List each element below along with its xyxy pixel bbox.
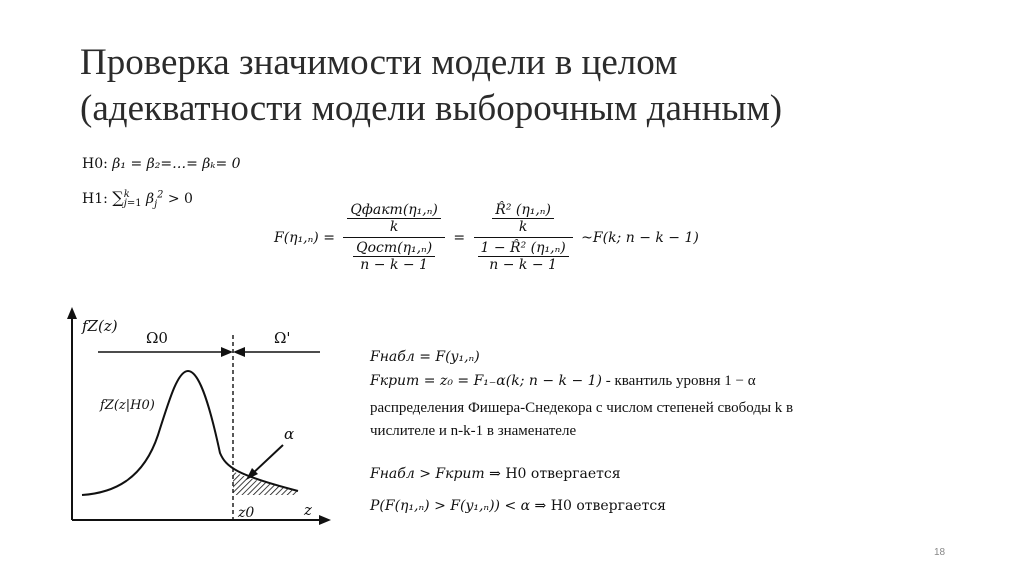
first-fraction-denominator bbox=[343, 238, 444, 275]
x-axis-label: z bbox=[304, 501, 312, 519]
formula-lhs: F(η₁,ₙ) = bbox=[274, 229, 335, 246]
page-number: 18 bbox=[934, 547, 946, 558]
den2-top: 1 − R̂² (η₁,ₙ) bbox=[478, 240, 569, 257]
f-observed-line: Fнабл = F(y₁,ₙ) bbox=[370, 349, 480, 365]
num1-top: Qфакт(η₁,ₙ) bbox=[347, 202, 440, 219]
h1-label: H1: bbox=[82, 191, 108, 207]
second-fraction bbox=[474, 200, 573, 275]
y-axis-arrow-icon bbox=[67, 307, 77, 319]
density-curve bbox=[82, 371, 298, 495]
region-left-label: Ω0 bbox=[146, 329, 168, 347]
beta-squared: $\beta_j^2$ bbox=[146, 189, 164, 210]
degrees-text: числителе и n-k-1 в знаменателе bbox=[370, 423, 577, 439]
slide-title bbox=[80, 40, 980, 132]
title-line-1: Проверка значимости модели в целом bbox=[80, 42, 678, 83]
curve-label: fZ(z|H0) bbox=[100, 398, 155, 413]
num1-frac bbox=[347, 202, 440, 235]
h0-expression: β₁ = β₂=…= βₖ= 0 bbox=[112, 156, 241, 172]
hypothesis-h1 bbox=[82, 188, 193, 210]
equals-sign: = bbox=[453, 229, 466, 246]
quantile-text: - квантиль уровня 1 − α bbox=[602, 373, 756, 389]
y-axis-label: fZ(z) bbox=[82, 317, 118, 335]
h1-expression: > 0 bbox=[167, 191, 193, 207]
num2-frac bbox=[492, 202, 554, 235]
den2-bottom: n − k − 1 bbox=[489, 257, 557, 273]
den1-frac bbox=[353, 240, 435, 273]
f-statistic-formula bbox=[270, 200, 703, 275]
formula-rhs: ~F(k; n − k − 1) bbox=[581, 229, 699, 246]
alpha-label: α bbox=[284, 425, 295, 443]
h0-label: H0: bbox=[82, 156, 108, 172]
region-right-label: Ω' bbox=[274, 329, 291, 347]
rejection-rule-2 bbox=[370, 498, 666, 514]
region-right-arrowhead-icon bbox=[233, 347, 245, 357]
distribution-text: распределения Фишера-Снедекора с числом степеней свободы k в bbox=[370, 400, 794, 416]
second-fraction-denominator bbox=[474, 238, 573, 275]
num2-bottom: k bbox=[518, 219, 528, 235]
rule-2-math: P(F(η₁,ₙ) > F(y₁,ₙ)) < α ⇒ bbox=[370, 498, 551, 514]
second-fraction-numerator bbox=[474, 200, 573, 238]
num1-bottom: k bbox=[389, 219, 399, 235]
f-critical-line bbox=[370, 373, 756, 390]
z0-label: z0 bbox=[238, 505, 255, 521]
hypothesis-h0 bbox=[82, 156, 241, 172]
den1-top: Qост(η₁,ₙ) bbox=[353, 240, 435, 257]
f-critical-math: Fкрит = z₀ = F₁₋α(k; n − k − 1) bbox=[370, 373, 602, 389]
first-fraction-numerator bbox=[343, 200, 444, 238]
sum-limits: k j=1 bbox=[123, 189, 142, 209]
rejection-rule-1 bbox=[370, 466, 621, 482]
rule-1-math: Fнабл > Fкрит ⇒ bbox=[370, 466, 506, 482]
den2-frac bbox=[478, 240, 569, 273]
sum-symbol: ∑ bbox=[112, 188, 124, 207]
first-fraction bbox=[343, 200, 444, 275]
rule-1-text: H0 отвергается bbox=[505, 466, 621, 482]
region-left-arrowhead-icon bbox=[221, 347, 233, 357]
num2-top: R̂² (η₁,ₙ) bbox=[492, 202, 554, 219]
alpha-pointer bbox=[251, 445, 283, 475]
f-distribution-graph bbox=[58, 305, 333, 535]
rule-2-text: H0 отвергается bbox=[550, 498, 667, 514]
title-line-2: (адекватности модели выборочным данным) bbox=[80, 88, 783, 129]
x-axis-arrow-icon bbox=[319, 515, 331, 525]
den1-bottom: n − k − 1 bbox=[360, 257, 428, 273]
